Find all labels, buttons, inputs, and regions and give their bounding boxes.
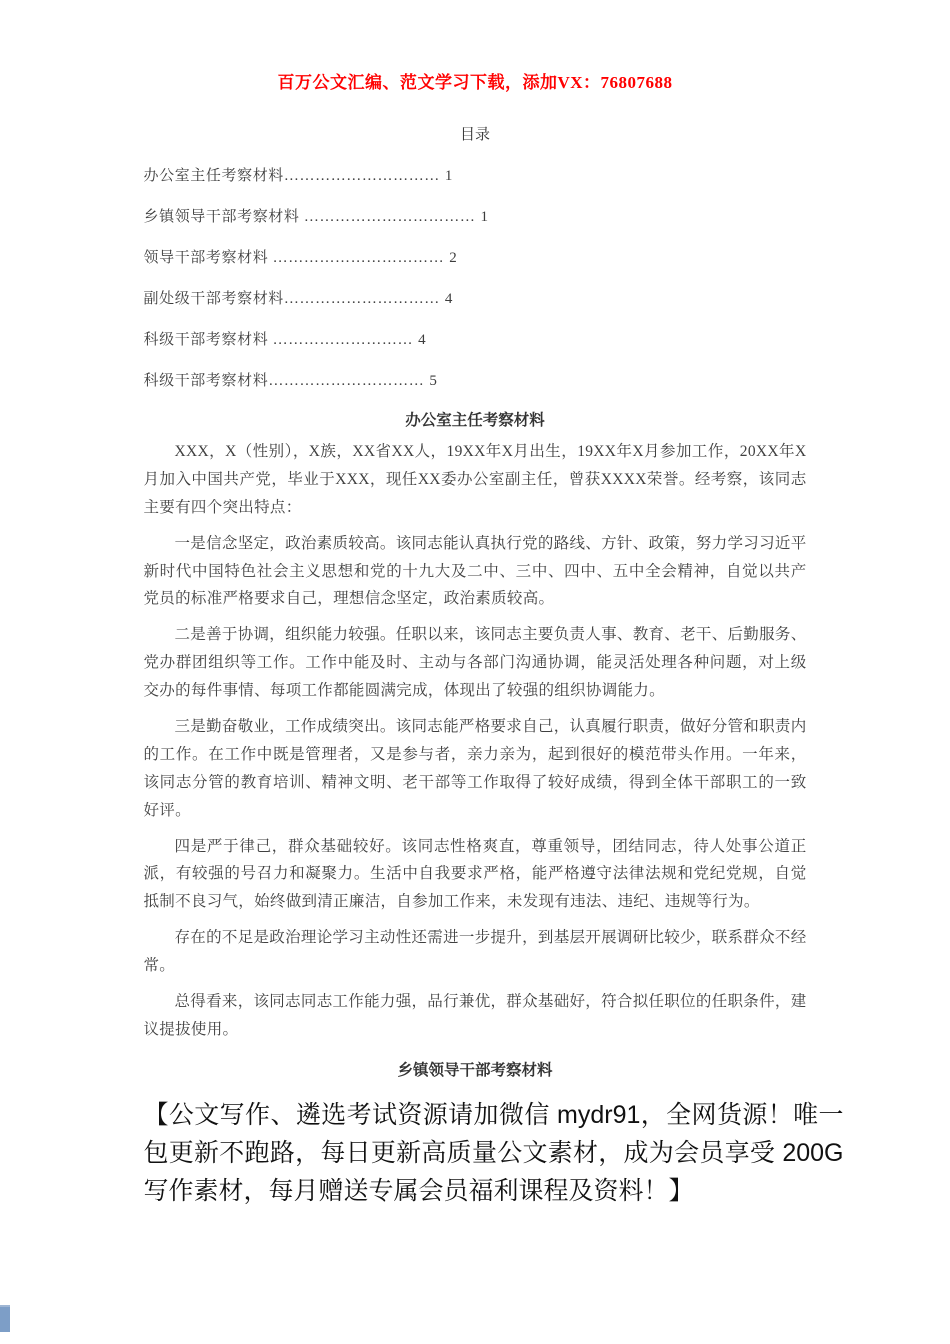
body-paragraph: 四是严于律己，群众基础较好。该同志性格爽直，尊重领导，团结同志，待人处事公道正派，有较强的号召力和凝聚力。生活中自我要求严格，能严格遵守法律法规和党纪党规，自觉抵制不良习气，始终做到清正廉洁，自参加工作来，未发现有违法、违纪、违规等行为。 xyxy=(143,837,807,911)
toc-leader-dots: ………………………… xyxy=(268,373,425,389)
toc-entry-label: 领导干部考察材料 xyxy=(143,250,273,266)
toc-entry[interactable] xyxy=(144,205,807,226)
toc-leader-dots: …………………………… xyxy=(303,209,476,225)
table-of-contents xyxy=(144,164,807,390)
section-heading-office-director: 办公室主任考察材料 xyxy=(405,412,545,429)
body-paragraph: 三是勤奋敬业，工作成绩突出。该同志能严格要求自己，认真履行职责，做好分管和职责内的工作。在工作中既是管理者，又是参与者，亲力亲为，起到很好的模范带头作用。一年来，该同志分管的教育培训、精神文明、老干部等工作取得了较好成绩，得到全体干部职工的一致好评。 xyxy=(143,718,807,819)
body-paragraph: 总得看来，该同志同志工作能力强，品行兼优，群众基础好，符合拟任职位的任职条件，建议提拔使用。 xyxy=(143,993,807,1038)
toc-entry[interactable] xyxy=(144,328,807,349)
toc-page-number: 5 xyxy=(429,373,438,389)
toc-entry-label: 副处级干部考察材料 xyxy=(143,291,284,307)
footer-ad-notice: 【公文写作、遴选考试资源请加微信 mydr91，全网货源！唯一包更新不跑路，每日更新高质量公文素材，成为会员享受 200G 写作素材，每月赠送专属会员福利课程及资料！】 xyxy=(143,1100,844,1205)
body-paragraph: 存在的不足是政治理论学习主动性还需进一步提升，到基层开展调研比较少，联系群众不经常。 xyxy=(143,929,807,975)
toc-page-number: 2 xyxy=(449,250,458,266)
toc-entry-label: 乡镇领导干部考察材料 xyxy=(143,209,304,225)
toc-entry[interactable] xyxy=(144,246,807,267)
toc-entry-label: 办公室主任考察材料 xyxy=(143,168,284,184)
document-content xyxy=(143,123,844,1210)
toc-entry-label: 科级干部考察材料 xyxy=(143,332,273,348)
toc-entry[interactable] xyxy=(144,164,807,185)
toc-entry[interactable] xyxy=(144,287,807,308)
toc-page-number: 4 xyxy=(418,332,427,348)
toc-page-number: 4 xyxy=(444,291,454,307)
top-ad-notice: 百万公文汇编、范文学习下载，添加VX：76807688 xyxy=(277,73,673,92)
toc-leader-dots: …………………………… xyxy=(272,250,445,266)
toc-page-number: 1 xyxy=(480,209,489,225)
body-paragraph: 二是善于协调，组织能力较强。任职以来，该同志主要负责人事、教育、老干、后勤服务、党办群团组织等工作。工作中能及时、主动与各部门沟通协调，能灵活处理各种问题，对上级交办的每件事情、每项工作都能圆满完成，体现出了较强的组织协调能力。 xyxy=(143,626,807,700)
section-heading-township-cadre: 乡镇领导干部考察材料 xyxy=(397,1061,553,1079)
toc-entry-label: 科级干部考察材料 xyxy=(143,373,269,389)
toc-page-number: 1 xyxy=(444,168,454,184)
body-paragraph: XXX，X（性别），X族，XX省XX人，19XX年X月出生，19XX年X月参加工作，20XX年X月加入中国共产党，毕业于XXX，现任XX委办公室副主任，曾获XXXX荣誉。经考察，该同志主要有四个突出特点： xyxy=(143,443,807,516)
toc-leader-dots: ……………………… xyxy=(272,332,414,348)
toc-title: 目录 xyxy=(459,127,490,143)
toc-entry[interactable] xyxy=(144,369,807,390)
body-paragraph: 一是信念坚定，政治素质较高。该同志能认真执行党的路线、方针、政策，努力学习习近平新时代中国特色社会主义思想和党的十九大及二中、三中、四中、五中全会精神，自觉以共产党员的标准严格要求自己，理想信念坚定，政治素质较高。 xyxy=(143,534,807,608)
toc-leader-dots: ………………………… xyxy=(283,168,440,184)
toc-leader-dots: ………………………… xyxy=(283,291,440,307)
scrollbar-fragment xyxy=(0,1305,10,1332)
